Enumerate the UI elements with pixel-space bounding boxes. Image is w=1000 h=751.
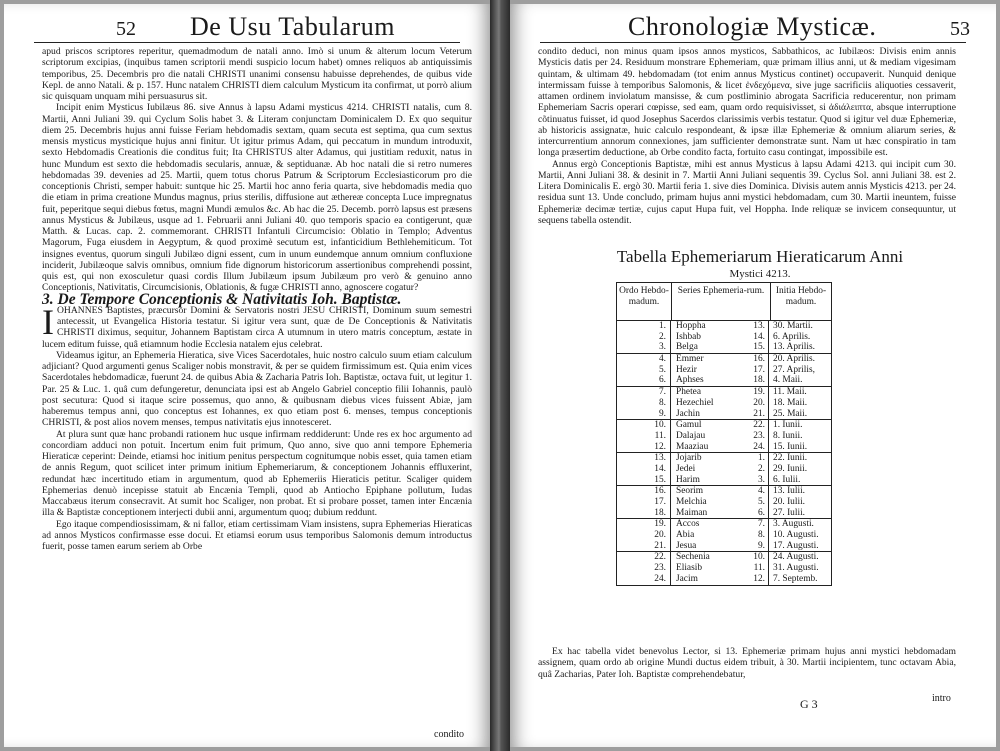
ephemeria-number: 9. [757,540,765,551]
ordo-number: 9. [658,408,666,419]
ephemeria-name: Dalajau [676,430,706,441]
initia-cell [769,563,829,574]
initia-cell [769,342,829,353]
initia-day: 11. [773,387,785,398]
series-cell [671,475,769,486]
table-body [617,321,831,585]
ordo-number: 5. [658,364,666,375]
series-cell [671,375,769,386]
section-heading: 3. De Tempore Conceptionis & Nativitatis Ioh. Baptistæ. [42,290,402,308]
dropcap-rest-text: OHANNES Baptistes, præcursor Domini & Servatoris nostri JESU CHRISTI, Dominum suum semestri antecessit, ut Evangelica Historia testatur. Si igitur vera sunt, quæ de De Conceptionis & Nativitatis CHRISTI diximus, sequitur, Johannem Baptistam circa A utumnum in utero matris conceptum, æstate in lucem editum fuisse, quâ etiamnum hodie Ecclesia natalem ejus celebrat. [42,304,472,350]
table-title: Tabella Ephemeriarum Hieraticarum Anni [616,247,904,266]
after-table-paragraph: Ex hac tabella videt benevolus Lector, si 13. Ephemeriæ primam hujus anni mystici hebdomadam assignem, quam ordo ab origine Mundi ductus eidem tribuit, à 30. Martii incipientem, tunc octavam Abia, quâ Zacharias, Pater Ioh. Baptistæ comprehendebatur, [538,646,956,680]
left-running-title: De Usu Tabularum [190,12,395,41]
ephemeria-name: Maiman [676,507,708,518]
ephemeria-number: 16. [753,354,765,365]
ephemeria-number: 17. [753,364,765,375]
ordo-cell [617,321,671,332]
initia-cell [769,354,829,365]
initia-day: 31. [773,563,785,574]
initia-month: Iulii. [787,497,806,507]
ephemeria-name: Seorim [676,486,704,497]
table-row [617,475,831,486]
ordo-cell [617,453,671,464]
ephemeria-number: 7. [757,519,765,530]
right-header-rule [540,42,966,43]
ephemeria-name: Hezir [676,364,697,375]
ordo-number: 23. [654,563,666,574]
initia-day: 3. [773,519,781,530]
ordo-cell [617,375,671,386]
ordo-number: 6. [658,375,666,386]
right-catchword: intro [932,693,951,704]
initia-day: 27. [773,507,785,518]
initia-cell [769,552,829,563]
ephemeria-number: 20. [753,397,765,408]
initia-day: 8. [773,430,781,441]
ephemeria-name: Jesua [676,540,697,551]
initia-day: 6. [773,474,781,485]
ordo-cell [617,365,671,376]
initia-day: 10. [773,530,785,541]
initia-day: 27. [773,364,785,375]
series-cell [671,442,769,453]
series-cell [671,398,769,409]
ordo-cell [617,486,671,497]
initia-cell [769,365,829,376]
series-cell [671,431,769,442]
series-cell [671,420,769,431]
initia-cell [769,321,829,332]
ordo-number: 11. [654,430,666,441]
table-row [617,574,831,585]
ephemeria-name: Hoppha [676,321,706,331]
ephemeria-name: Maaziau [676,441,709,452]
table-row [617,321,831,332]
table-row [617,387,831,398]
ephemeria-number: 15. [753,342,765,353]
ordo-number: 20. [654,530,666,541]
initia-day: 15. [773,441,785,452]
ephemeria-name: Hezechiel [676,397,714,408]
ephemeria-number: 8. [757,530,765,541]
series-cell [671,342,769,353]
ephemeria-number: 23. [753,430,765,441]
ordo-cell [617,508,671,519]
ephemeria-number: 10. [753,552,765,563]
ordo-number: 15. [654,474,666,485]
signature-mark: G 3 [800,697,818,711]
initia-cell [769,486,829,497]
ordo-number: 4. [658,354,666,365]
initia-cell [769,530,829,541]
initia-month: Iulii. [782,474,801,485]
table-row [617,409,831,420]
series-cell [671,574,769,585]
ephemeria-number: 1. [757,453,765,464]
initia-cell [769,519,829,530]
ephemeria-number: 22. [753,420,765,431]
initia-month: Maii. [787,408,808,419]
ephemeria-name: Emmer [676,354,704,365]
ordo-cell [617,552,671,563]
table-row [617,354,831,365]
initia-cell [769,420,829,431]
initia-month: Iunii. [787,441,808,452]
ordo-cell [617,420,671,431]
ephemeria-name: Accos [676,519,700,530]
ephemeria-number: 14. [753,331,765,342]
ordo-number: 2. [658,331,666,342]
ephemeria-name: Harim [676,474,700,485]
table-row [617,342,831,353]
initia-month: Iulii. [787,486,806,497]
initia-cell [769,574,829,585]
ordo-number: 14. [654,463,666,474]
ordo-number: 16. [654,486,666,497]
table-row-group [617,486,831,519]
table-row [617,563,831,574]
right-paragraph-2: Annus ergò Conceptionis Baptistæ, mihi est annus Mysticus à lapsu Adami 4213. qui incipit cum 30. Martii, Anni Juliani 38. & desinit in 7. Martii Anni Juliani sequentis 39. Cyclus Sol. anni Juliani 38. est 2. Litera Dominicalis E. ergò 30. Martii feria 1. sive dies Dominica. Divisis autem annis Mysticis 4213. per 24. residua sunt 13. Unde concludo, primam hujus anni mystici hebdomadam, cum 30. Martii ineuntem, fuisse Ephemeriæ decimæ tertiæ, cujus caput Hupa fuit, vel Hoppha. Inde reliquæ se invicem consequuntur, ut sequens tabella ostendit. [538,158,956,226]
initia-month: Aprilis. [786,354,815,365]
initia-cell [769,453,829,464]
series-cell [671,387,769,398]
ordo-cell [617,342,671,353]
left-section-paragraph-1: Videamus igitur, an Ephemeria Hieratica, sive Vices Sacerdotales, huic nostro calculo suum etiam calculum adjiciant? Quod argumenti genus Scaliger nobis monstravit, & per se quidem firmissimum est. Quia enim vices Sacerdotales hebdomadicæ, fuerunt 24. de quibus Abia & Zacharia Patris Ioh. Baptistæ, octava fuit, ut legitur 1. Par. 25 & Luc. 1. quâ cum defungeretur, denunciata ipsi est ab Angelo Gabriel conceptio filii Iohannis, paulò post secutura: Quod si itaque scire possemus, quo anno, & quibusnam diebus vices fuissent Abiæ, jam haberemus tempus anni, quo conceptus est Iohannes, ex quo etiam post 6. menses, tempus conceptionis CHRISTI, & post alios novem menses, tempus nativitatis ejus innotesceret. [42,349,472,429]
series-cell [671,541,769,552]
initia-day: 18. [773,397,785,408]
ephemeria-name: Sechenia [676,552,710,563]
book-spine [490,0,510,751]
table-row-group [617,321,831,354]
ordo-cell [617,530,671,541]
ordo-number: 8. [658,397,666,408]
initia-month: Aprilis, [786,364,815,375]
series-cell [671,332,769,343]
ordo-number: 3. [658,342,666,353]
initia-day: 29. [773,463,785,474]
series-cell [671,552,769,563]
ordo-number: 10. [654,420,666,431]
initia-month: Iunii. [782,430,803,441]
initia-cell [769,497,829,508]
table-row [617,552,831,563]
ordo-cell [617,475,671,486]
initia-day: 20. [773,497,785,507]
ephemeria-number: 2. [757,463,765,474]
left-section-paragraph-3: Ego itaque compendiosissimam, & ni fallor, etiam certissimam Viam insistens, supra Ephemerias Hieraticas ad annos Mysticos confirmasse esse docui. Et etiamsi eorum usus temporibus Salomonis demum introductus fuerit, posse tamen earum seriem ab Orbe [42,518,472,552]
right-after-table-text [538,646,956,680]
initia-month: Augusti. [786,540,819,551]
ephemeria-name: Phetea [676,387,701,398]
ephemeria-number: 6. [757,507,765,518]
column-header-ordo: Ordo Hebdo-madum. [617,283,672,320]
initia-month: Aprilis. [781,331,811,342]
ephemeria-number: 12. [753,573,765,584]
ephemeria-number: 19. [753,387,765,398]
ephemeria-name: Jachin [676,408,700,419]
dropcap-letter: I [42,301,54,342]
table-row [617,431,831,442]
ordo-number: 12. [654,441,666,452]
table-row [617,365,831,376]
ephemeris-table [616,282,832,586]
initia-month: Iunii. [782,420,803,431]
ordo-cell [617,398,671,409]
right-body-text [538,46,956,226]
left-header [4,10,490,40]
ephemeria-number: 3. [757,474,765,485]
ordo-cell [617,464,671,475]
ephemeria-name: Melchia [676,497,707,507]
left-section-paragraph-2: At plura sunt quæ hanc probandi rationem huc usque infirmam reddiderunt: Unde res ex hoc argumento ad concordiam adduci non potuit. Incertum enim fuit primum, Quo anno, sive quo anni tempore Ephemeria Hieraticæ ceperint: Deinde, etiamsi hoc initium penitus perspectum cognitumque nobis esset, quia tamen etiam de annis Regum, quot scilicet inter primum initium Ephemeriarum, & conceptionem Johannis effluxerint, redundat hæc incertitudo etiam in argumentum, quod ab Ephemeriis Hieraticis petitur. Scaliger quidem Ephemerias denuò incepisse statuit ab Encænia Templi, quod ab Antiocho Epiphane pollutum, Iudas Maccabæus iterum consecravit. At sumit hoc Scaliger, non probat. Et si probare posset, tamen inter Encænia illa & Baptistæ conceptionem interjecti dubii anni, argumentum quoq; dubium reddunt. [42,428,472,519]
ordo-number: 21. [654,540,666,551]
ephemeria-name: Eliasib [676,563,703,574]
ordo-number: 18. [654,507,666,518]
initia-month: Augusti. [786,563,819,574]
left-header-rule [34,42,460,43]
ordo-number: 13. [654,453,666,464]
table-row-group [617,519,831,552]
ordo-cell [617,497,671,508]
right-header [510,10,996,40]
right-page-number: 53 [950,18,970,40]
ephemeria-name: Abia [676,530,695,541]
ordo-cell [617,541,671,552]
initia-month: Augusti. [786,552,819,563]
initia-cell [769,431,829,442]
initia-day: 25. [773,408,785,419]
right-running-title: Chronologiæ Mysticæ. [628,12,877,41]
right-paragraph-1: condito deduci, non minus quam ipsos annos mysticos, Sabbathicos, ac Iubilæos: Divisis enim annis Mysticis datis per 24. Residuum monstrare Ephemeriam, quæ primam illius anni, ut & mediam vigesimam quintam, & ultimam 49. hebdomadam (tot enim annus Mysticus continet) occupaverit. Nunquid denique intermissam fuisse à temporibus Salomonis, & licet ἐνδεχόμενα, sive juge sacrificiis aliquoties cessaverit, attamen ordinem inviolatum mansisse, & cum postliminio abrogata Sacrificia reducerentur, non primam Ephemeriam Sacris operari cœpisse, sed eam, quam ordo requisivisset, si ἀδιάλειπτα, absque interruptione cõtinuatus fuisset, id quod Josephus Sacerdos clarissimis verbis testatur. Quod si igitur vel duæ Ephemeriæ, ab historicis assignatæ, huic calculo respondeant, & ipsæ illæ Ephemeriæ & omnium aliarum series, & intercurrentium annorum connexiones, jam sufficienter demonstratæ sunt. Nam ut hæc conspiratio in tam longa præsertim deductione, ab Orbe condito facta, fortuito casu contingat, impossibile est. [538,46,956,159]
series-cell [671,486,769,497]
table-row-group [617,552,831,584]
ordo-number: 19. [654,519,666,530]
initia-cell [769,475,829,486]
initia-day: 30. [773,321,785,331]
left-page [4,4,490,747]
table-row [617,453,831,464]
table-row [617,497,831,508]
initia-day: 7. [773,573,781,584]
initia-day: 13. [773,486,785,497]
initia-cell [769,442,829,453]
table-row-group [617,354,831,387]
initia-cell [769,398,829,409]
ephemeria-name: Aphses [676,375,704,386]
ephemeria-name: Jedei [676,463,696,474]
table-row [617,508,831,519]
initia-cell [769,541,829,552]
initia-day: 20. [773,354,785,365]
table-row [617,375,831,386]
ordo-number: 7. [658,387,666,398]
table-row [617,519,831,530]
ordo-cell [617,563,671,574]
initia-day: 17. [773,540,785,551]
table-row [617,486,831,497]
series-cell [671,365,769,376]
ordo-cell [617,431,671,442]
table-row [617,530,831,541]
table-row-group [617,453,831,486]
initia-day: 24. [773,552,785,563]
ordo-number: 1. [658,321,666,331]
ordo-cell [617,387,671,398]
initia-cell [769,375,829,386]
table-row-group [617,420,831,453]
initia-month: Iunii. [787,463,808,474]
ordo-number: 24. [654,573,666,584]
series-cell [671,354,769,365]
table-row [617,541,831,552]
ephemeria-number: 21. [753,408,765,419]
series-cell [671,530,769,541]
section-opening-paragraph [42,301,472,350]
ordo-number: 17. [654,497,666,507]
initia-day: 13. [773,342,785,353]
column-header-series: Series Ephemeria-rum. [672,283,771,320]
left-page-number: 52 [116,18,136,40]
initia-cell [769,508,829,519]
ephemeria-name: Belga [676,342,698,353]
series-cell [671,464,769,475]
table-row [617,464,831,475]
initia-day: 1. [773,420,781,431]
initia-month: Maii. [786,387,807,398]
left-body-text [42,46,472,552]
column-header-initia: Initia Hebdo-madum. [775,286,827,307]
series-cell [671,563,769,574]
ephemeria-number: 18. [753,375,765,386]
ephemeria-name: Jojarib [676,453,702,464]
series-cell [671,519,769,530]
table-row [617,398,831,409]
ephemeria-number: 5. [757,497,765,507]
series-cell [671,409,769,420]
initia-month: Augusti. [781,519,814,530]
initia-cell [769,387,829,398]
ordo-number: 22. [654,552,666,563]
initia-month: Iulii. [787,507,806,518]
series-cell [671,497,769,508]
initia-month: Martii. [787,321,813,331]
ordo-cell [617,409,671,420]
ephemeria-name: Ishbab [676,331,701,342]
series-cell [671,321,769,332]
ordo-cell [617,442,671,453]
ephemeria-number: 4. [757,486,765,497]
table-row [617,442,831,453]
initia-day: 22. [773,453,785,464]
ephemeria-number: 11. [753,563,765,574]
ephemeria-number: 13. [753,321,765,331]
initia-month: Augusti. [786,530,819,541]
initia-day: 4. [773,375,781,386]
initia-month: Septemb. [782,573,818,584]
initia-cell [769,464,829,475]
left-catchword: condito [434,729,464,740]
table-row-group [617,387,831,420]
initia-day: 6. [773,331,781,342]
series-cell [671,508,769,519]
table-header-row [617,283,831,321]
table-subtitle: Mystici 4213. [729,268,791,280]
initia-month: Maii. [787,397,808,408]
ordo-cell [617,574,671,585]
initia-cell [769,409,829,420]
initia-month: Maii. [782,375,803,386]
left-paragraph-1: apud priscos scriptores reperitur, quemadmodum de natali anno. Imò si unum & alterum locum Veterum scriptorum excipias, (inquibus tamen scriptorii mendi suspicio locum habet) omnes reliquos ab antiquissimis temporibus, 25. Decembris pro die natali CHRISTI unanimi consensu habuisse deprehendes, de quibus vide Kepl. de anno Natali. & p. 157. Hunc natalem CHRISTI diem calculum Mysticum ita confirmat, ut porrò alium sic quisquam unquam mihi persuasurus sit. [42,46,472,102]
table-row [617,332,831,343]
ephemeria-number: 24. [753,441,765,452]
ordo-cell [617,332,671,343]
right-page [510,4,996,747]
initia-cell [769,332,829,343]
series-cell [671,453,769,464]
left-paragraph-2: Incipit enim Mysticus Iubilæus 86. sive Annus à lapsu Adami mysticus 4214. CHRISTI natalis, cum 8. Martii, Anni Juliani 39. qui Cyclum Solis habet 3. & Literam conjunctam Dominicalem D. Ex quo sequitur diem 25. Decembris hujus anni fuisse Feriam hebdomadis sextam, quam secuta est septima, qua cum sextus mensis mysticus mysticique hujus anni finitur. Ut igitur primus Adam, qui peccatum in mundum introduxit, sexto Hebdomadis Creationis die conditus fuit; Ita CHRISTUS alter Adamus, qui justitiam reduxit, natus in hunc Mundum est sexto die hebdomadis secularis, annuæ, & septiduanæ. Ab hoc natali die si retro numeres hebdomadas 39. devenies ad 25. Martii, quem totus chorus Patrum & Scriptorum Ecclesiasticorum pro die conceptionis Christi, semper habuit: suntque hic 25. Martii hoc anno feria quarta, sive hebdomadis media quo die etiam in prima creatione Mundus magnus, prius sterilis, diffusione aut æthereæ concepta Luce impregnatus fuit, peperitque sequi diebus fœtus, magni Mundi æmulos &c. Ab hac die 25. Decemb. porrò lapsus est præsens annus Mysticus & Jubilæus, usque ad 1. Februarii anni Juliani 40. quo temporis spacio ea contigerunt, quæ Matth. & Lucas. cap. 2. commemorant. CHRISTI Infantuli Circumcisio: Oblatio in Templo; Adventus Magorum, Fuga eiusdem in Aegyptum, & quod proximè secutum est, infanticidium Bethlehemiticum. Tot insignes eventus, quorum singuli Jubilæo digni essent, cum in unum eundemque annum omnium confluxione inciderit, Jubilæoque salvis omnibus, omnium fide dignorum historicorum assertionibus comprehendi possint, quis est, qui non exosculetur quasi cordis Illum Jubilæum ipsum Jubilæum pro verò & genuino anno Conceptionis, Nativitatis, Circumcisionis, Oblationis, & fugæ CHRISTI anno, agnoscere cogatur? [42,102,472,294]
ephemeria-name: Gamul [676,420,702,431]
table-row [617,420,831,431]
ordo-cell [617,354,671,365]
initia-month: Iunii. [787,453,808,464]
ephemeria-name: Jacim [676,573,698,584]
ordo-cell [617,519,671,530]
initia-month: Aprilis. [786,342,815,353]
